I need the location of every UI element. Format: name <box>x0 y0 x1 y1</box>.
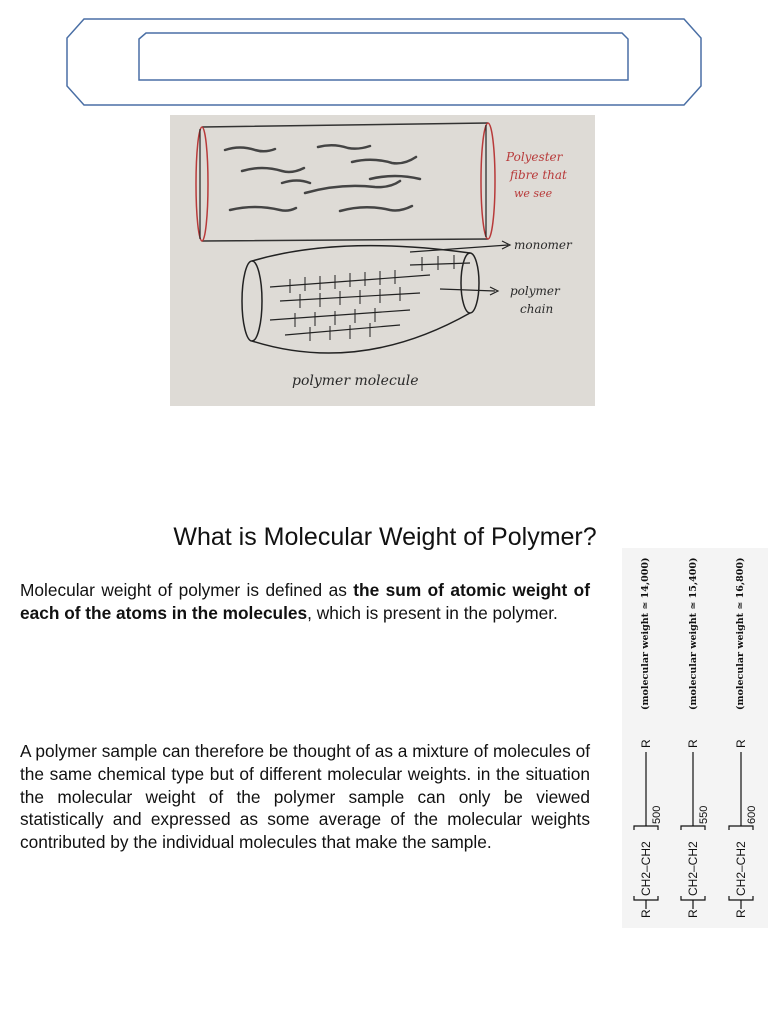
definition-text-before: Molecular weight of polymer is defined as <box>20 580 354 600</box>
formula-2-r-left: R <box>686 909 700 918</box>
formula-1-n: 500 <box>651 805 663 824</box>
formula-2-mw: (molecular weight ≃ 15,400) <box>688 557 699 710</box>
mixture-paragraph: A polymer sample can therefore be thought of as a mixture of molecules of the same chemical type but of different molecular weights. in the situation the molecular weight of the polymer sample can only be viewed statistically and expressed as some average of the molecular weights contributed by the individual molecules that make the sample. <box>20 741 590 853</box>
definition-text-bold: the sum of atomic weight of each of the atoms in the molecules <box>20 580 590 623</box>
formula-2 <box>681 557 710 918</box>
formula-1 <box>634 557 663 918</box>
definition-paragraph <box>20 579 590 625</box>
formula-2-n: 550 <box>698 805 710 824</box>
label-polymer-chain-line2: chain <box>520 302 554 316</box>
formula-2-repeat: CH2–CH2 <box>686 841 700 896</box>
label-fibre-line1: Polyester <box>506 150 563 164</box>
label-polymer-molecule: polymer molecule <box>292 373 419 389</box>
formula-3 <box>729 557 758 918</box>
formula-3-n: 600 <box>746 805 758 824</box>
label-fibre-line3: we see <box>514 187 553 200</box>
formula-3-r-right: R <box>734 739 748 748</box>
formula-1-r-left: R <box>639 909 653 918</box>
polymer-sketch-image <box>170 115 595 406</box>
slide-title: What is Molecular Weight of Polymer? <box>173 523 597 551</box>
header-frame <box>66 18 702 106</box>
label-polymer-chain-line1: polymer <box>510 284 560 298</box>
label-monomer: monomer <box>514 238 572 252</box>
formula-1-repeat: CH2–CH2 <box>639 841 653 896</box>
label-fibre-line2: fibre that <box>510 168 567 182</box>
formula-3-mw: (molecular weight ≃ 16,800) <box>735 557 746 710</box>
definition-text-after: , which is present in the polymer. <box>307 602 558 623</box>
formula-2-r-right: R <box>686 739 700 748</box>
header-inner-box <box>139 33 628 80</box>
formula-1-r-right: R <box>639 739 653 748</box>
polymer-formulas-figure <box>622 548 768 928</box>
formula-3-r-left: R <box>734 909 748 918</box>
formula-1-mw: (molecular weight ≃ 14,000) <box>640 557 651 710</box>
formula-3-repeat: CH2–CH2 <box>734 841 748 896</box>
